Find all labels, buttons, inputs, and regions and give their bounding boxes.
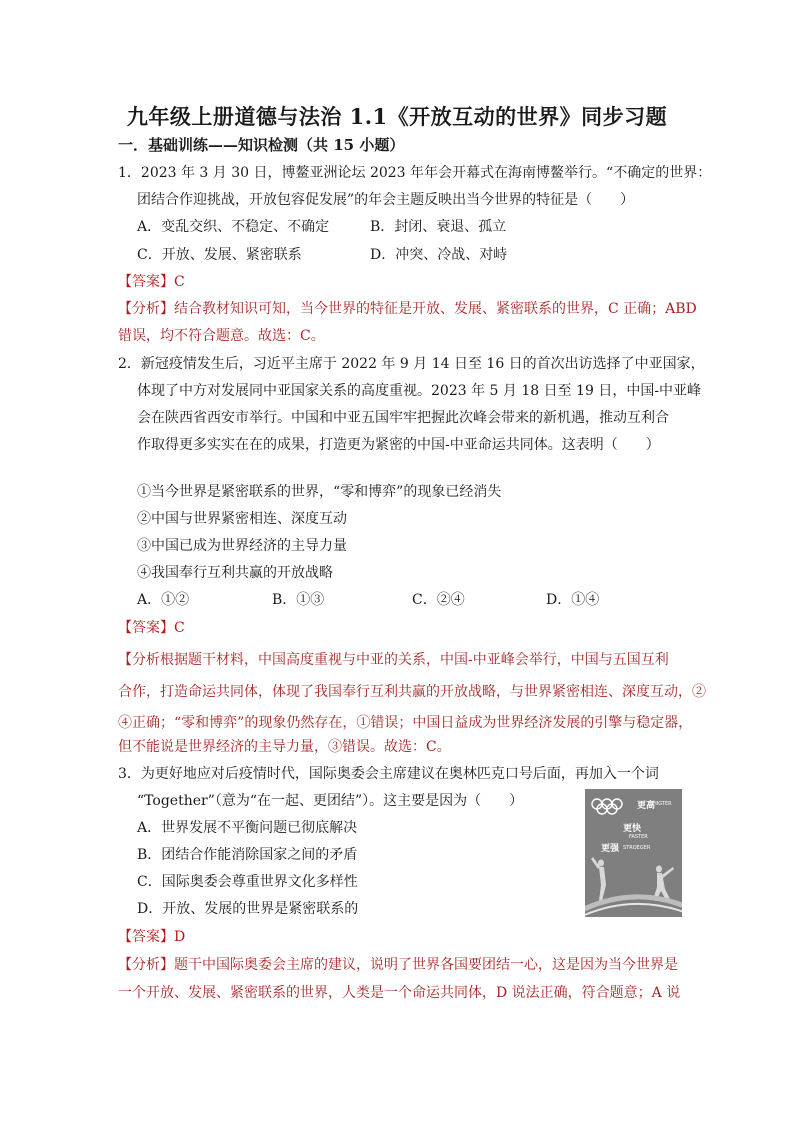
motto-faster-en: FASTER bbox=[629, 834, 648, 840]
q2-statement-1: ①当今世界是紧密联系的世界，“零和博弈”的现象已经消失 bbox=[137, 484, 502, 500]
q1-stem-line-2: 团结合作迎挑战，开放包容促发展”的年会主题反映出当今世界的特征是（ ） bbox=[137, 192, 635, 208]
olympic-motto-image bbox=[585, 789, 682, 917]
q2-stem-line-4: 作取得更多实实在在的成果，打造更为紧密的中国-中亚命运共同体。这表明（ ） bbox=[137, 437, 660, 453]
q3-option-b: B．团结合作能消除国家之间的矛盾 bbox=[137, 847, 358, 863]
q2-statement-4: ④我国奉行互利共赢的开放战略 bbox=[137, 565, 333, 581]
q2-analysis-line-3: ④正确；“零和博弈”的现象仍然存在，①错误；中国日益成为世界经济发展的引擎与稳定器， bbox=[118, 715, 693, 731]
q2-option-c: C．②④ bbox=[412, 592, 465, 608]
q2-statement-3: ③中国已成为世界经济的主导力量 bbox=[137, 538, 347, 554]
q1-analysis-line-2: 错误，均不符合题意。故选：C。 bbox=[118, 328, 325, 344]
q2-stem-line-1: 2．新冠疫情发生后，习近平主席于 2022 年 9 月 14 日至 16 日的首次出访选择了中亚国家， bbox=[118, 356, 705, 372]
q3-option-c: C．国际奥委会尊重世界文化多样性 bbox=[137, 874, 358, 890]
q3-analysis-line-2: 一个开放、发展、紧密联系的世界，人类是一个命运共同体，D 说法正确，符合题意；A 说 bbox=[118, 985, 681, 1001]
q1-analysis-line-1: 【分析】结合教材知识可知，当今世界的特征是开放、发展、紧密联系的世界，C 正确；ABD bbox=[118, 301, 697, 317]
q1-option-c: C．开放、发展、紧密联系 bbox=[137, 247, 302, 263]
motto-higher-cn: 更高 bbox=[637, 801, 656, 811]
olympic-rings-icon bbox=[585, 789, 682, 917]
q1-option-d: D．冲突、冷战、对峙 bbox=[370, 247, 508, 263]
motto-higher-en: HIGTER bbox=[653, 801, 672, 807]
q2-stem-line-2: 体现了中方对发展同中亚国家关系的高度重视。2023 年 5 月 18 日至 19 日，中国-中亚峰 bbox=[137, 383, 702, 399]
q3-analysis-line-1: 【分析】题干中国际奥委会主席的建议，说明了世界各国要团结一心，这是因为当今世界是 bbox=[118, 957, 678, 973]
motto-stronger-cn: 更强 bbox=[601, 844, 620, 854]
q2-analysis-line-1: 【分析根据题干材料，中国高度重视与中亚的关系，中国-中亚峰会举行，中国与五国互利 bbox=[118, 652, 669, 668]
motto-faster-cn: 更快 bbox=[623, 824, 642, 834]
section-heading: 一．基础训练——知识检测（共 15 小题） bbox=[118, 136, 405, 154]
q3-stem-line-1: 3．为更好地应对后疫情时代，国际奥委会主席建议在奥林匹克口号后面，再加入一个词 bbox=[118, 766, 659, 782]
q2-analysis-line-4: 但不能说是世界经济的主导力量，③错误。故选：C。 bbox=[118, 739, 451, 755]
q1-option-b: B．封闭、衰退、孤立 bbox=[370, 219, 507, 235]
q2-answer: 【答案】C bbox=[118, 620, 185, 636]
q2-analysis-line-2: 合作，打造命运共同体，体现了我国奉行互利共赢的开放战略，与世界紧密相连、深度互动，② bbox=[118, 684, 706, 700]
q2-stem-line-3: 会在陕西省西安市举行。中国和中亚五国牢牢把握此次峰会带来的新机遇，推动互利合 bbox=[137, 410, 669, 426]
q3-option-a: A．世界发展不平衡问题已彻底解决 bbox=[137, 820, 358, 836]
q2-statement-2: ②中国与世界紧密相连、深度互动 bbox=[137, 511, 347, 527]
page-title: 九年级上册道德与法治 1.1《开放互动的世界》同步习题 bbox=[126, 104, 668, 129]
q3-option-d: D．开放、发展的世界是紧密联系的 bbox=[137, 901, 359, 917]
q1-option-a: A．变乱交织、不稳定、不确定 bbox=[137, 219, 330, 235]
q2-option-b: B．①③ bbox=[272, 592, 325, 608]
q3-answer: 【答案】D bbox=[118, 929, 186, 945]
q3-stem-line-2: “Together”（意为“在一起、更团结”）。这主要是因为（ ） bbox=[137, 793, 524, 809]
motto-stronger-en: STROEGER bbox=[623, 845, 651, 851]
q1-answer: 【答案】C bbox=[118, 274, 185, 290]
q2-option-a: A．①② bbox=[137, 592, 190, 608]
q1-stem-line-1: 1．2023 年 3 月 30 日，博鳌亚洲论坛 2023 年年会开幕式在海南博鳌举行。“不确定的世界： bbox=[118, 165, 712, 181]
q2-option-d: D．①④ bbox=[546, 592, 600, 608]
